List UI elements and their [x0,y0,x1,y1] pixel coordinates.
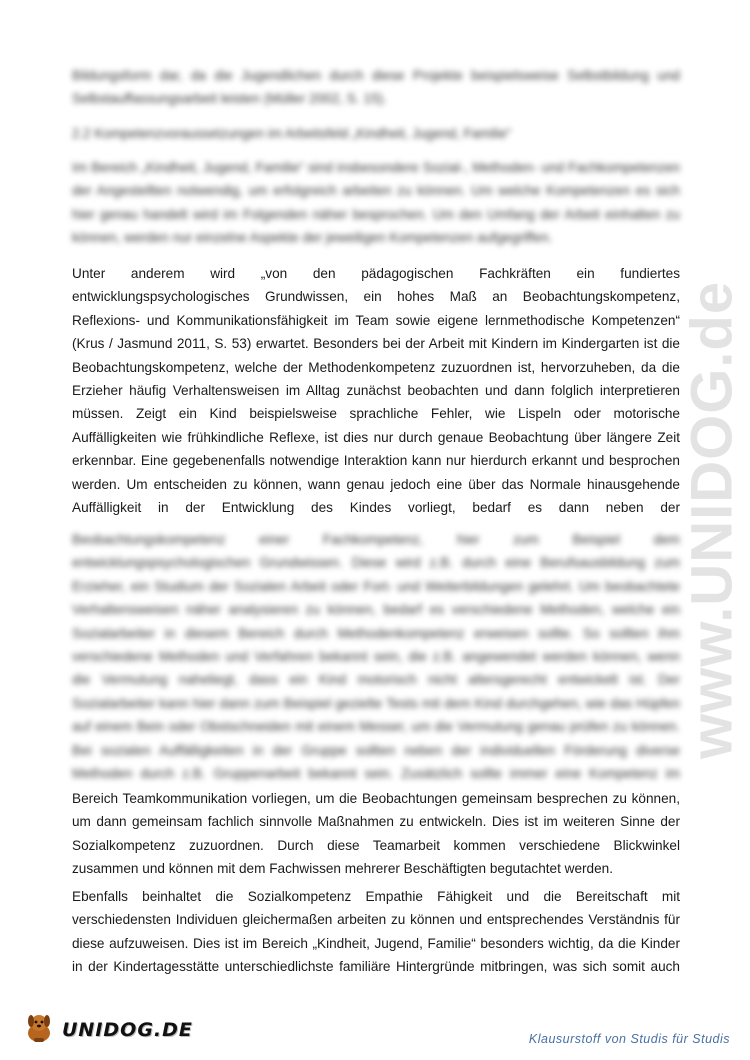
footer-tagline: Klausurstoff von Studis für Studis [528,1032,730,1046]
paragraph-last [72,885,680,979]
blurred-middle-line: Beobachtungskompetenz einer Fachkompetenz, hier zum Beispiel dem [72,532,680,547]
blurred-middle-line: entwicklungspsychologischen Grundwissen. Diese wird z.B. durch eine Berufsausbildung zum [72,555,680,571]
blurred-intro-line: Bildungsform dar, da die Jugendlichen durch diese Projekte beispielsweise Selbstbildung und [72,68,680,83]
paragraph-line: Erzieher häufig Verhaltensweisen im Alltag zunächst beobachten und dann folglich interpretieren [72,383,680,399]
paragraph-line: verschiedensten Individuen gleichermaßen arbeiten zu können und entsprechendes Verständnis für [72,912,680,928]
blurred-section-line: hier genau handelt wird im Folgenden näher besprochen. Um den Umfang der Arbeit einhalten zu [72,206,680,222]
blurred-middle-line: Bei sozialen Auffälligkeiten in der Gruppe sollten neben der individuellen Förderung diverse [72,742,680,758]
paragraph-line: Reflexions- und Kommunikationsfähigkeit im Team sowie eigene lernmethodische Kompetenzen“ [72,312,680,328]
blurred-middle-line: verschiedene Methoden und Verfahren bekannt sein, die z.B. angewendet werden können, wenn [72,649,680,665]
paragraph-line: Beobachtungskompetenz, welche der Methodenkompetenz zuzuordnen ist, hervorzuheben, da die [72,359,680,375]
blurred-section-line: der Angestellten notwendig, um erfolgreich arbeiten zu können. Um welche Kompetenzen es sich [72,183,680,199]
paragraph-line: Ebenfalls beinhaltet die Sozialkompetenz Empathie Fähigkeit und die Bereitschaft mit [72,889,680,904]
blurred-middle [72,528,680,785]
blurred-middle-line: Sozialarbeiter in diesem Bereich durch Methodenkompetenz erweisen sollte. So sollten ihm [72,625,680,641]
logo-text: UNIDOG.DE [62,1019,193,1041]
blurred-middle-line: auf einem Bein oder Obstschneiden mit einem Messer, um die Vermutung genau prüfen zu können. [72,719,680,735]
paragraph-line: erkennbar. Eine gegebenenfalls notwendige Interaktion kann nur hierdurch erkannt und besprochen [72,453,680,469]
blurred-middle-line: Sozialarbeiter kann hier dann zum Beispiel gezielte Tests mit dem Kind durchgehen, wie das Hüpfen [72,695,680,711]
blurred-middle-line: die Vermutung naheliegt, dass ein Kind motorisch nicht altersgerecht entwickelt ist. Der [72,672,680,688]
blurred-section-intro [72,156,680,250]
blurred-intro [72,64,680,111]
paragraph-line: um dann gemeinsam fachlich sinnvolle Maßnahmen zu entwickeln. Dies ist im weiteren Sinne der [72,814,680,830]
blurred-section-line: können, werden nur einzelne Aspekte der jeweiligen Kompetenzen aufgegriffen. [72,230,553,246]
paragraph-line: (Krus / Jasmund 2011, S. 53) erwartet. Besonders bei der Arbeit mit Kindern im Kindergarten ist die [72,336,680,352]
paragraph-line: Sozialkompetenz zuzuordnen. Durch diese Teamarbeit kommen verschiedene Blickwinkel [72,837,680,853]
section-heading: 2.2 Kompetenzvoraussetzungen im Arbeitsfeld „Kindheit, Jugend, Familie“ [72,126,512,141]
blurred-section-heading [72,122,680,145]
paragraph-line: in der Kindertagesstätte unterschiedlichste familiäre Hintergründe mitbringen, was sich somit auch [72,959,680,975]
blurred-intro-line: Selbstauffassungsarbeit leisten (Müller 2002, S. 15). [72,91,387,107]
blurred-section-line: Im Bereich „Kindheit, Jugend, Familie“ sind insbesondere Sozial-, Methoden- und Fachkompetenzen [72,160,680,175]
paragraph-line: Auffälligkeit in der Entwicklung des Kindes vorliegt, bedarf es dann neben der [72,500,680,516]
dog-mascot-icon [22,1011,56,1050]
blurred-middle-line: Methoden durch z.B. Gruppenarbeit bekannt sein. Zusätzlich sollte immer eine Kompetenz im [72,766,680,782]
paragraph-line: Unter anderem wird „von den pädagogischen Fachkräften ein fundiertes [72,266,680,281]
paragraph-line: müssen. Zeigt ein Kind beispielsweise sprachliche Fehler, wie Lispeln oder motorische [72,406,680,422]
footer-logo[interactable] [22,1010,193,1050]
paragraph-line: Bereich Teamkommunikation vorliegen, um die Beobachtungen gemeinsam besprechen zu können, [72,791,680,806]
paragraph-line: Auffälligkeiten wie frühkindliche Reflexe, ist dies nur durch genaue Beobachtung über längere Zeit [72,429,680,445]
watermark: www.UNIDOG.de [679,280,745,760]
blurred-middle-line: Erzieher, ein Studium der Sozialen Arbeit oder Fort- und Weiterbildungen gelehrt. Um beobachtete [72,578,680,594]
paragraph-line: werden. Um entscheiden zu können, wann genau jedoch eine über das Normale hinausgehende [72,476,680,492]
paragraph-line: entwicklungspsychologisches Grundwissen, ein hohes Maß an Beobachtungskompetenz, [72,289,680,305]
paragraph-after [72,787,680,881]
paragraph-line: diese aufzuweisen. Dies ist im Bereich „Kindheit, Jugend, Familie“ besonders wichtig, da die Kinder [72,935,680,951]
paragraph-line: zusammen und können mit dem Fachwissen mehrerer Beschäftigten begutachtet werden. [72,861,614,877]
paragraph-main [72,262,680,519]
blurred-middle-line: Verhaltensweisen näher analysieren zu können, bedarf es verschiedene Methoden, welche ein [72,602,680,618]
